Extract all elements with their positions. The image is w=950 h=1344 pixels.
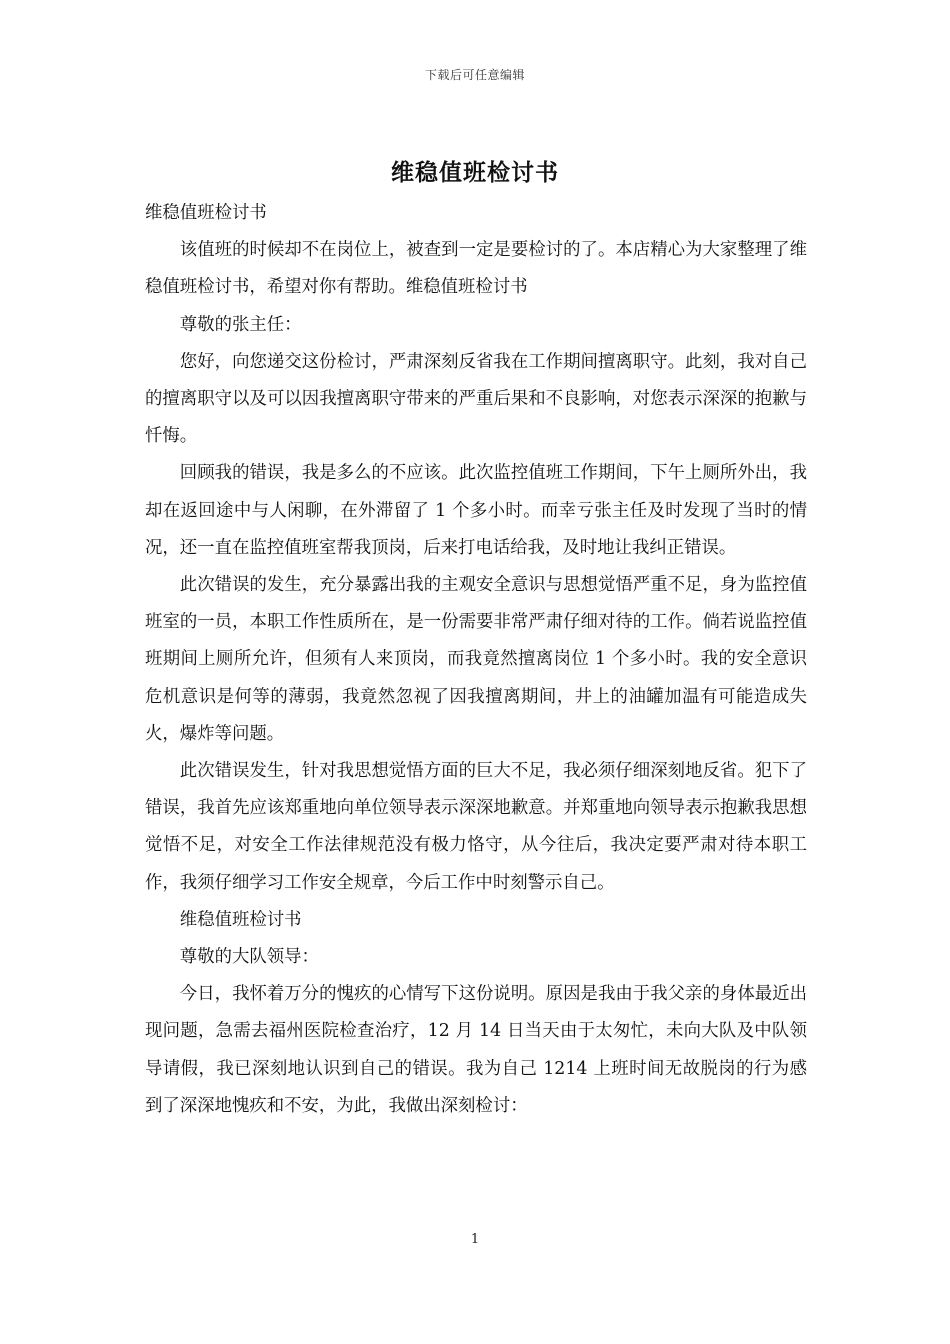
paragraph-salutation: 尊敬的张主任： xyxy=(179,314,302,335)
document-body xyxy=(145,195,807,1125)
paragraph-intro: 该值班的时候却不在岗位上，被查到一定是要检讨的了。本店精心为大家整理了维稳值班检讨书，希望对你有帮助。维稳值班检讨书 xyxy=(145,240,807,298)
document-title: 维稳值班检讨书 xyxy=(391,159,559,186)
paragraph-section-title: 维稳值班检讨书 xyxy=(179,909,302,930)
paragraph-salutation: 尊敬的大队领导： xyxy=(179,947,319,968)
paragraph-subtitle: 维稳值班检讨书 xyxy=(145,203,267,223)
paragraph-body: 此次错误的发生，充分暴露出我的主观安全意识与思想觉悟严重不足，身为监控值班室的一员，本职工作性质所在，是一份需要非常严肃仔细对待的工作。倘若说监控值班期间上厕所允许，但须有人来顶岗，而我竟然擅离岗位 1 个多小时。我的安全意识危机意识是何等的薄弱，我竟然忽视了因我擅离期间，井上的油罐加温有可能造成失火，爆炸等问题。 xyxy=(145,575,807,744)
paragraph-body: 今日，我怀着万分的愧疚的心情写下这份说明。原因是我由于我父亲的身体最近出现问题，急需去福州医院检查治疗，12 月 14 日当天由于太匆忙，未向大队及中队领导请假，我已深刻地认识到自己的错误。我为自己 1214 上班时间无故脱岗的行为感到了深深地愧疚和不安，为此，我做出深刻检讨： xyxy=(145,984,807,1116)
page-number: 1 xyxy=(470,1232,480,1247)
paragraph-body: 回顾我的错误，我是多么的不应该。此次监控值班工作期间，下午上厕所外出，我却在返回途中与人闲聊，在外滞留了 1 个多小时。而幸亏张主任及时发现了当时的情况，还一直在监控值班室帮我顶岗，后来打电话给我，及时地让我纠正错误。 xyxy=(145,463,807,558)
page-header: 下载后可任意编辑 xyxy=(424,68,525,82)
paragraph-body: 此次错误发生，针对我思想觉悟方面的巨大不足，我必须仔细深刻地反省。犯下了错误，我首先应该郑重地向单位领导表示深深地歉意。并郑重地向领导表示抱歉我思想觉悟不足，对安全工作法律规范没有极力恪守，从今往后，我决定要严肃对待本职工作，我须仔细学习工作安全规章，今后工作中时刻警示自己。 xyxy=(145,761,807,893)
paragraph-body: 您好，向您递交这份检讨，严肃深刻反省我在工作期间擅离职守。此刻，我对自己的擅离职守以及可以因我擅离职守带来的严重后果和不良影响，对您表示深深的抱歉与忏悔。 xyxy=(145,351,807,447)
